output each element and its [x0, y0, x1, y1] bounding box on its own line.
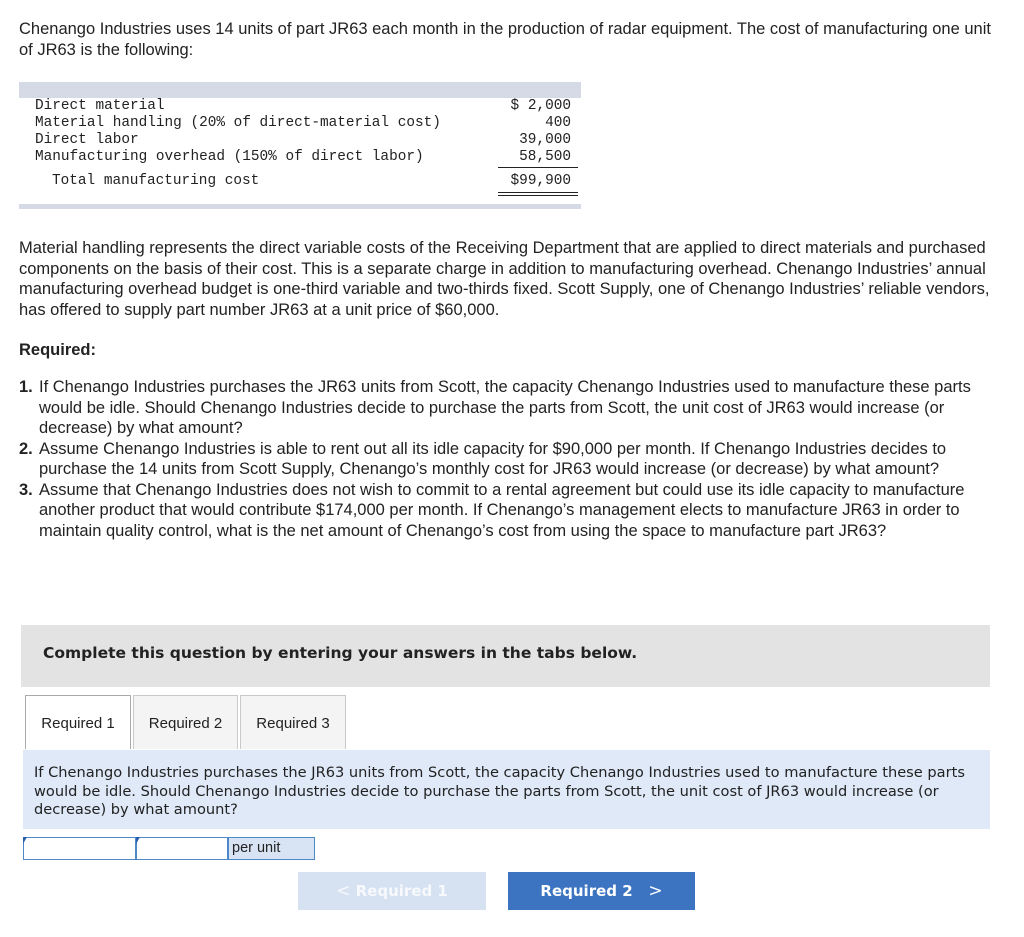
answer-input-amount[interactable]: [136, 837, 228, 860]
description-text: Material handling represents the direct variable costs of the Receiving Department that are applied to direct materials and purchased components on the basis of their cost. This is a separate charge in addition to manufacturing overhead. Chenango Industries’ annual manufacturing overhead budget is one-third variable and two-thirds fixed. Scott Supply, one of Chenango Industries’ reliable vendors, has offered to supply part number JR63 at a unit price of $60,000.: [19, 239, 990, 319]
subtotal-rule: [498, 167, 578, 168]
list-item: [19, 377, 994, 439]
row-amount: 400: [545, 115, 571, 131]
row-amount: 58,500: [519, 149, 571, 165]
chevron-right-icon: >: [648, 881, 663, 901]
question-panel: [23, 750, 990, 829]
table-row: [35, 115, 575, 132]
tab-required-3[interactable]: Required 3: [240, 695, 346, 749]
item-number: 3.: [19, 480, 33, 499]
required-heading: Required:: [19, 341, 97, 359]
total-row: [35, 173, 575, 190]
instructions-banner: [21, 625, 990, 687]
unit-label: per unit: [228, 837, 315, 860]
dropdown-marker-icon: [23, 837, 27, 844]
row-label: Direct labor: [35, 132, 139, 148]
row-label: Direct material: [35, 98, 165, 114]
next-button-label: Required 2: [540, 882, 633, 900]
table-row: [35, 98, 575, 115]
intro-text: Chenango Industries uses 14 units of part JR63 each month in the production of radar equipment. The cost of manufacturing one unit of JR63 is the following:: [19, 20, 991, 59]
total-amount: $99,900: [510, 173, 571, 189]
table-footer-bar: [19, 204, 581, 209]
double-rule-bottom: [498, 195, 578, 196]
item-number: 1.: [19, 378, 33, 396]
prev-button[interactable]: [298, 872, 486, 910]
tab-required-2[interactable]: Required 2: [133, 695, 238, 749]
tab-required-1[interactable]: Required 1: [25, 695, 131, 749]
total-label: Total manufacturing cost: [52, 173, 260, 189]
item-text: Assume Chenango Industries is able to rent out all its idle capacity for $90,000 per month. If Chenango Industries decides to purchase the 14 units from Scott Supply, Chenango’s monthly cost for JR63 would increase (or decrease) by what amount?: [39, 439, 947, 478]
table-row: [35, 149, 575, 166]
next-button[interactable]: [508, 872, 695, 910]
table-header-bar: [19, 82, 581, 98]
chevron-left-icon: <: [336, 881, 351, 901]
row-label: Manufacturing overhead (150% of direct labor): [35, 149, 424, 165]
row-label: Material handling (20% of direct-material cost): [35, 115, 441, 131]
required-list: [19, 377, 994, 541]
item-text: If Chenango Industries purchases the JR63 units from Scott, the capacity Chenango Industries used to manufacture these parts would be idle. Should Chenango Industries decide to purchase the parts from Scott, the unit cost of JR63 would increase (or decrease) by what amount?: [39, 378, 971, 437]
row-amount: $ 2,000: [510, 98, 571, 114]
list-item: [19, 480, 994, 542]
input-marker-icon: [136, 837, 140, 844]
double-rule-top: [498, 192, 578, 193]
cost-table: [19, 82, 581, 209]
answer-input-direction[interactable]: [23, 837, 136, 860]
table-row: [35, 132, 575, 149]
question-text: If Chenango Industries purchases the JR63 units from Scott, the capacity Chenango Industries used to manufacture these parts would be idle. Should Chenango Industries decide to purchase the parts from Scott, the unit cost of JR63 would increase (or decrease) by what amount?: [34, 764, 965, 818]
item-number: 2.: [19, 439, 33, 458]
instructions-text: Complete this question by entering your answers in the tabs below.: [43, 644, 638, 662]
item-text: Assume that Chenango Industries does not wish to commit to a rental agreement but could use its idle capacity to manufacture another product that would contribute $174,000 per month. If Chenango’s management elects to manufacture JR63 in order to maintain quality control, what is the net amount of Chenango’s cost from using the space to manufacture part JR63?: [39, 480, 965, 540]
prev-button-label: Required 1: [355, 882, 448, 900]
list-item: [19, 439, 994, 480]
row-amount: 39,000: [519, 132, 571, 148]
